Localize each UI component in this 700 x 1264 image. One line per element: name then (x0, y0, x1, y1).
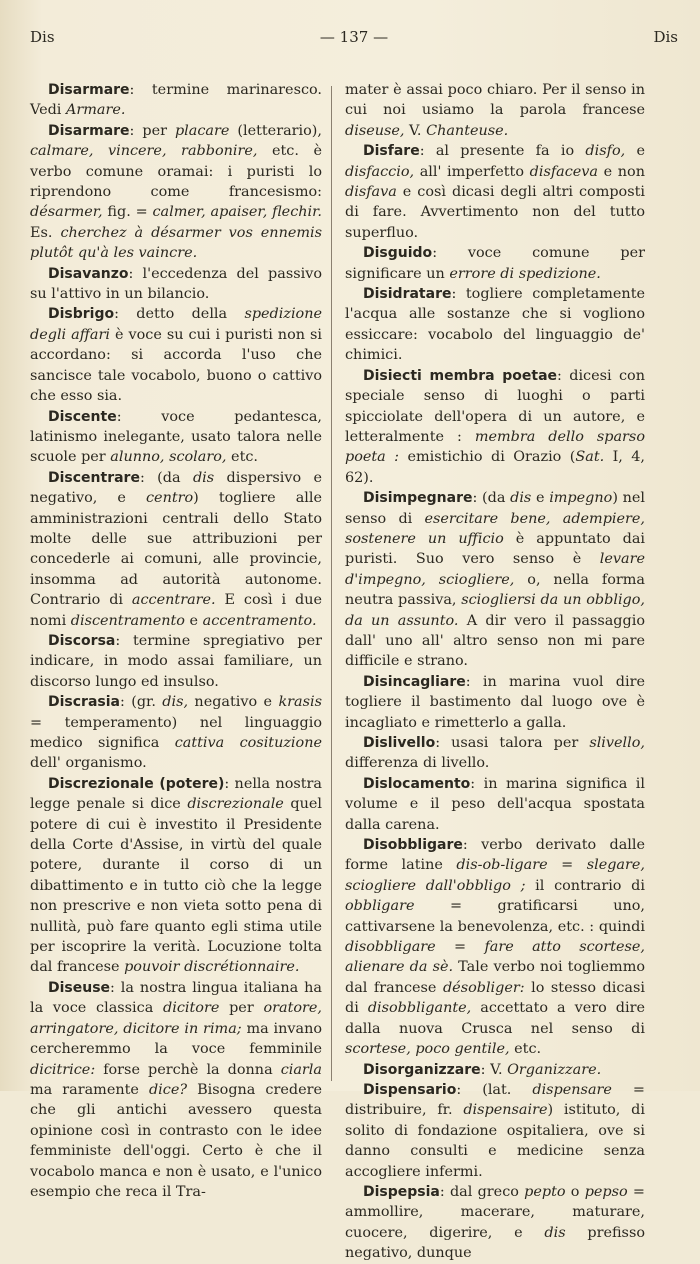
dictionary-entry (345, 366, 645, 488)
dictionary-entry (345, 733, 645, 774)
entry-headword: Discrezionale (potere) (48, 775, 225, 792)
entry-text: e così dicasi degli altri composti di fare. Avvertimento non del tutto superfluo. (345, 184, 645, 241)
entry-text: prefisso negativo, dunque (345, 1224, 645, 1262)
entry-text: il contrario di (525, 877, 645, 894)
entry-text: : dicesi con speciale senso di luoghi o parti spicciolate dell'opera di un autore, e letteralmente : (345, 367, 645, 445)
right-column (345, 80, 645, 1264)
entry-headword: Dislocamento (363, 775, 471, 792)
dictionary-entry (345, 488, 645, 672)
italic-text: dis (544, 1224, 566, 1241)
italic-text: pepso (584, 1183, 628, 1200)
entry-text: : (gr. (119, 694, 163, 711)
entry-headword: Disfare (363, 143, 420, 160)
entry-text: = (547, 857, 587, 874)
entry-headword: Discentrare (48, 469, 140, 486)
entry-headword: Dispensario (363, 1081, 457, 1098)
entry-text: ma raramente (30, 1081, 149, 1098)
entry-text: : (da (472, 490, 511, 507)
dictionary-entry (345, 1060, 645, 1080)
entry-text: (letterario), (229, 122, 322, 139)
italic-text: accentramento. (202, 612, 317, 629)
entry-text: : voce comune per significare un (345, 245, 645, 282)
italic-text: dis (510, 490, 532, 507)
entry-text: forse perchè la donna (95, 1061, 281, 1078)
italic-text: calmare, vincere, rabbonire, (30, 143, 258, 160)
entry-headword: Diseuse (48, 979, 111, 996)
entry-text: etc. (509, 1041, 542, 1058)
entry-headword: Disiecti membra poetae (363, 367, 558, 384)
entry-text: differenza di livello. (345, 755, 490, 772)
entry-text: etc. (226, 449, 258, 466)
dictionary-entry (345, 141, 645, 243)
entry-text: accettato a vero dire dalla nuova Crusca nel senso di (345, 1000, 645, 1037)
italic-text: levare d'impegno, sciogliere, (345, 551, 645, 588)
entry-text: : termine spregiativo per indicare, in modo assai familiare, un discorso lungo ed insulso. (30, 632, 322, 690)
entry-text: : al presente fa io (419, 143, 586, 160)
entry-text: o (565, 1183, 585, 1200)
italic-text: disobbligante, (367, 1000, 472, 1017)
entry-text: mater è assai poco chiaro. Per il senso in cui noi usiamo la parola francese (345, 82, 645, 119)
entry-text: lo stesso dicasi di (345, 979, 645, 1017)
dictionary-entry (345, 774, 645, 835)
italic-text: dispensaire (463, 1102, 548, 1119)
entry-text: = ammollire, macerare, maturare, cuocere, digerire, e (345, 1183, 645, 1241)
italic-text: dis, (162, 694, 189, 711)
entry-headword: Disidratare (363, 286, 452, 303)
entry-text: ) togliere alle amministrazioni centrali dello Stato molte delle sue attribuzioni per concederle ai comuni, alle provincie, insomma ad autorità autonome. Contrario di (30, 490, 323, 609)
entry-headword: Disobbligare (363, 837, 463, 854)
italic-text: dicitore (163, 1000, 220, 1017)
running-header (30, 28, 678, 54)
dictionary-entry (30, 264, 322, 305)
italic-text: Armare. (65, 102, 126, 119)
italic-text: impegno (549, 490, 613, 507)
entry-headword: Disarmare (48, 82, 130, 98)
entry-headword: Disguido (363, 245, 433, 262)
dictionary-entry (345, 672, 645, 733)
entry-text: ) istituto, di solito di fondazione ospitaliera, ove si danno consulti e medicine senza accoglierе infermi. (345, 1102, 645, 1180)
entry-headword: Disimpegnare (363, 490, 473, 507)
entry-text: è appuntato dai puristi. Suo vero senso è (345, 530, 646, 568)
dictionary-entry (345, 1182, 645, 1264)
entry-text: = (435, 939, 485, 956)
italic-text: dis-ob-ligare (456, 857, 548, 874)
entry-headword: Dispepsia (363, 1183, 440, 1200)
dictionary-entry (30, 407, 322, 468)
entry-text: e non (598, 163, 645, 180)
italic-text: fare atto scortese, alienare da sè. (345, 939, 645, 976)
entry-text: e (625, 143, 645, 160)
italic-text: Sat. (575, 449, 605, 466)
entry-text: etc. è verbo comune oramai: i puristi lo riprendono come francesismo: (30, 143, 322, 201)
dictionary-entry (30, 692, 322, 774)
entry-text: è voce su cui i puristi non si accordano: si accorda l'uso che sancisce tale vocabolo, buono o cattivo che esso sia. (30, 326, 322, 405)
entry-text: E così i due nomi (30, 592, 322, 629)
italic-text: Chanteuse. (426, 122, 509, 139)
column-divider (331, 86, 332, 1081)
entry-text: : (da (139, 469, 193, 486)
entry-text: : in marina significa il volume e il peso dell'acqua spostata dalla carena. (345, 775, 645, 833)
entry-text: e (184, 612, 203, 629)
italic-text: obbligare (345, 898, 415, 915)
italic-text: calmer, apaiser, flechir. (152, 204, 322, 221)
entry-text: : V. (480, 1061, 508, 1078)
entry-text: : togliere completamente l'acqua alle sostanze che si vogliono essiccare: vocabolo del linguaggio de' chimici. (345, 286, 645, 364)
italic-text: discrezionale (187, 796, 284, 813)
entry-text: o, nella forma neutra passiva, (345, 571, 645, 609)
entry-text: : usasi talora per (435, 735, 590, 751)
dictionary-entry (345, 835, 645, 1059)
entry-headword: Disbrigo (48, 306, 115, 323)
italic-text: disfo, (585, 143, 626, 160)
italic-text: accentrare. (131, 592, 216, 609)
dictionary-entry (30, 80, 322, 121)
italic-text: disfava (345, 184, 397, 201)
italic-text: Organizzare. (507, 1061, 602, 1078)
entry-headword: Disarmare (48, 122, 130, 139)
entry-headword: Discrasia (48, 694, 120, 711)
italic-text: désobliger: (442, 979, 525, 996)
italic-text: errore di spedizione. (449, 265, 601, 282)
italic-text: ciarla (280, 1061, 322, 1078)
entry-text: = distribuire, fr. (345, 1081, 645, 1119)
italic-text: discentramento (70, 612, 185, 629)
italic-text: dice? (148, 1081, 188, 1098)
dictionary-entry (30, 774, 322, 978)
italic-text: slegare, sciogliere dall'obbligo ; (345, 857, 645, 894)
italic-text: slivello, (589, 735, 645, 751)
entry-text: all' imperfetto (414, 163, 530, 180)
entry-text: e (531, 490, 550, 507)
italic-text: pepto (524, 1183, 566, 1200)
entry-text: Es. (30, 224, 61, 241)
page-number: — 137 — (319, 28, 389, 46)
entry-text: emistichio di Orazio ( (399, 449, 576, 466)
entry-headword: Discorsa (48, 632, 116, 649)
entry-text: : la nostra lingua italiana ha la voce classica (30, 979, 322, 1017)
italic-text: dis (192, 469, 215, 486)
dictionary-entry (345, 243, 645, 284)
entry-text: = temperamento) nel linguaggio medico significa (30, 714, 322, 751)
entry-headword: Discente (48, 408, 117, 425)
italic-text: cherchez à désarmer vos ennemis plutôt qu'à les vaincre. (30, 224, 322, 262)
entry-text: : detto della (114, 306, 245, 323)
entry-text: : l'eccedenza del passivo su l'attivo in un bilancio. (30, 265, 322, 303)
italic-text: disfaccio, (345, 163, 415, 180)
italic-text: centro (146, 490, 194, 507)
entry-text: ) nel senso di (345, 490, 645, 527)
italic-text: oratore, arringatore, dicitore in rima; (30, 1000, 322, 1037)
entry-text: A dir vero il passaggio dall' uno all' altro senso non mi pare difficile e strano. (345, 612, 645, 670)
entry-text: V. (404, 122, 427, 139)
italic-text: scortese, poco gentile, (345, 1041, 510, 1058)
italic-text: désarmer, (30, 204, 103, 221)
entry-text: : verbo derivato dalle forme latine (345, 837, 645, 874)
entry-text: negativo e (188, 694, 279, 711)
entry-headword: Dislivello (363, 735, 436, 751)
italic-text: krasis (278, 694, 323, 711)
entry-text: quel potere di cui è investito il Presidente della Corte d'Assise, in virtù del quale potere, durante il corso di un dibattimento e in tutto ciò che la legge non prescrive e non vieta sotto pena di nullità, può fare quanto egli stima utile per iscoprire la verità. Locuzione tolta dal francese (30, 796, 322, 976)
dictionary-entry (30, 121, 322, 264)
entry-headword: Disavanzo (48, 265, 129, 282)
italic-text: esercitare bene, adempiere, sostenere un ufficio (345, 510, 645, 547)
dictionary-entry (30, 304, 322, 406)
entry-text: : (lat. (456, 1081, 533, 1098)
entry-text: I, 4, 62). (345, 449, 645, 486)
italic-text: pouvoir discrétionnaire. (124, 959, 300, 976)
dictionary-entry (345, 80, 645, 141)
entry-text: : nella nostra legge penale si dice (30, 775, 322, 813)
italic-text: diseuse, (345, 122, 405, 139)
italic-text: sciogliersi da un obbligo, da un assunto. (345, 592, 645, 629)
header-left-guideword: Dis (30, 28, 55, 46)
dictionary-entry (345, 284, 645, 366)
entry-text: dispersivo e negativo, e (30, 469, 322, 507)
italic-text: membra dello sparso poeta : (345, 428, 645, 466)
entry-text: = gratificarsi uno, cattivarsene la benevolenza, etc. : quindi (345, 898, 645, 935)
entry-text: Bisogna credere che gli antichi avessero questa opinione così in contrasto con le idee femministe dell'oggi. Certo è che il vocabolo manca e non è usato, e l'unico esempio che reca il Tra- (30, 1081, 322, 1200)
italic-text: spedizione degli affari (30, 306, 322, 343)
entry-text: : voce pedantesca, latinismo inelegante, usato talora nelle scuole per (30, 408, 322, 466)
dictionary-entry (30, 468, 322, 631)
entry-text: ma invano cercheremmo la voce femminile (30, 1020, 322, 1058)
entry-headword: Disincagliare (363, 673, 466, 690)
dictionary-entry (30, 631, 322, 692)
dictionary-entry (30, 978, 322, 1202)
italic-text: disobbligare (345, 939, 436, 956)
entry-text: dell' organismo. (30, 755, 147, 772)
header-right-guideword: Dis (653, 28, 678, 46)
dictionary-entry (345, 1080, 645, 1182)
italic-text: dispensare (532, 1081, 612, 1098)
italic-text: cattiva cosituzione (174, 735, 322, 751)
entry-text: : termine marinaresco. Vedi (30, 82, 322, 119)
entry-headword: Disorganizzare (363, 1061, 481, 1078)
entry-text: fig. = (102, 204, 153, 221)
entry-text: per (219, 1000, 264, 1017)
entry-text: : per (129, 122, 175, 139)
italic-text: disfaceva (529, 163, 599, 180)
italic-text: alunno, scolaro, (110, 449, 227, 466)
entry-text: : dal greco (439, 1183, 525, 1200)
italic-text: dicitrice: (30, 1061, 96, 1078)
entry-text: : in marina vuol dire togliere il bastimento dal luogo ove è incagliato e rimetterlo a galla. (345, 673, 645, 731)
entry-text: Tale verbo noi togliemmo dal francese (345, 959, 645, 996)
left-column (30, 80, 322, 1202)
italic-text: placare (174, 122, 230, 139)
